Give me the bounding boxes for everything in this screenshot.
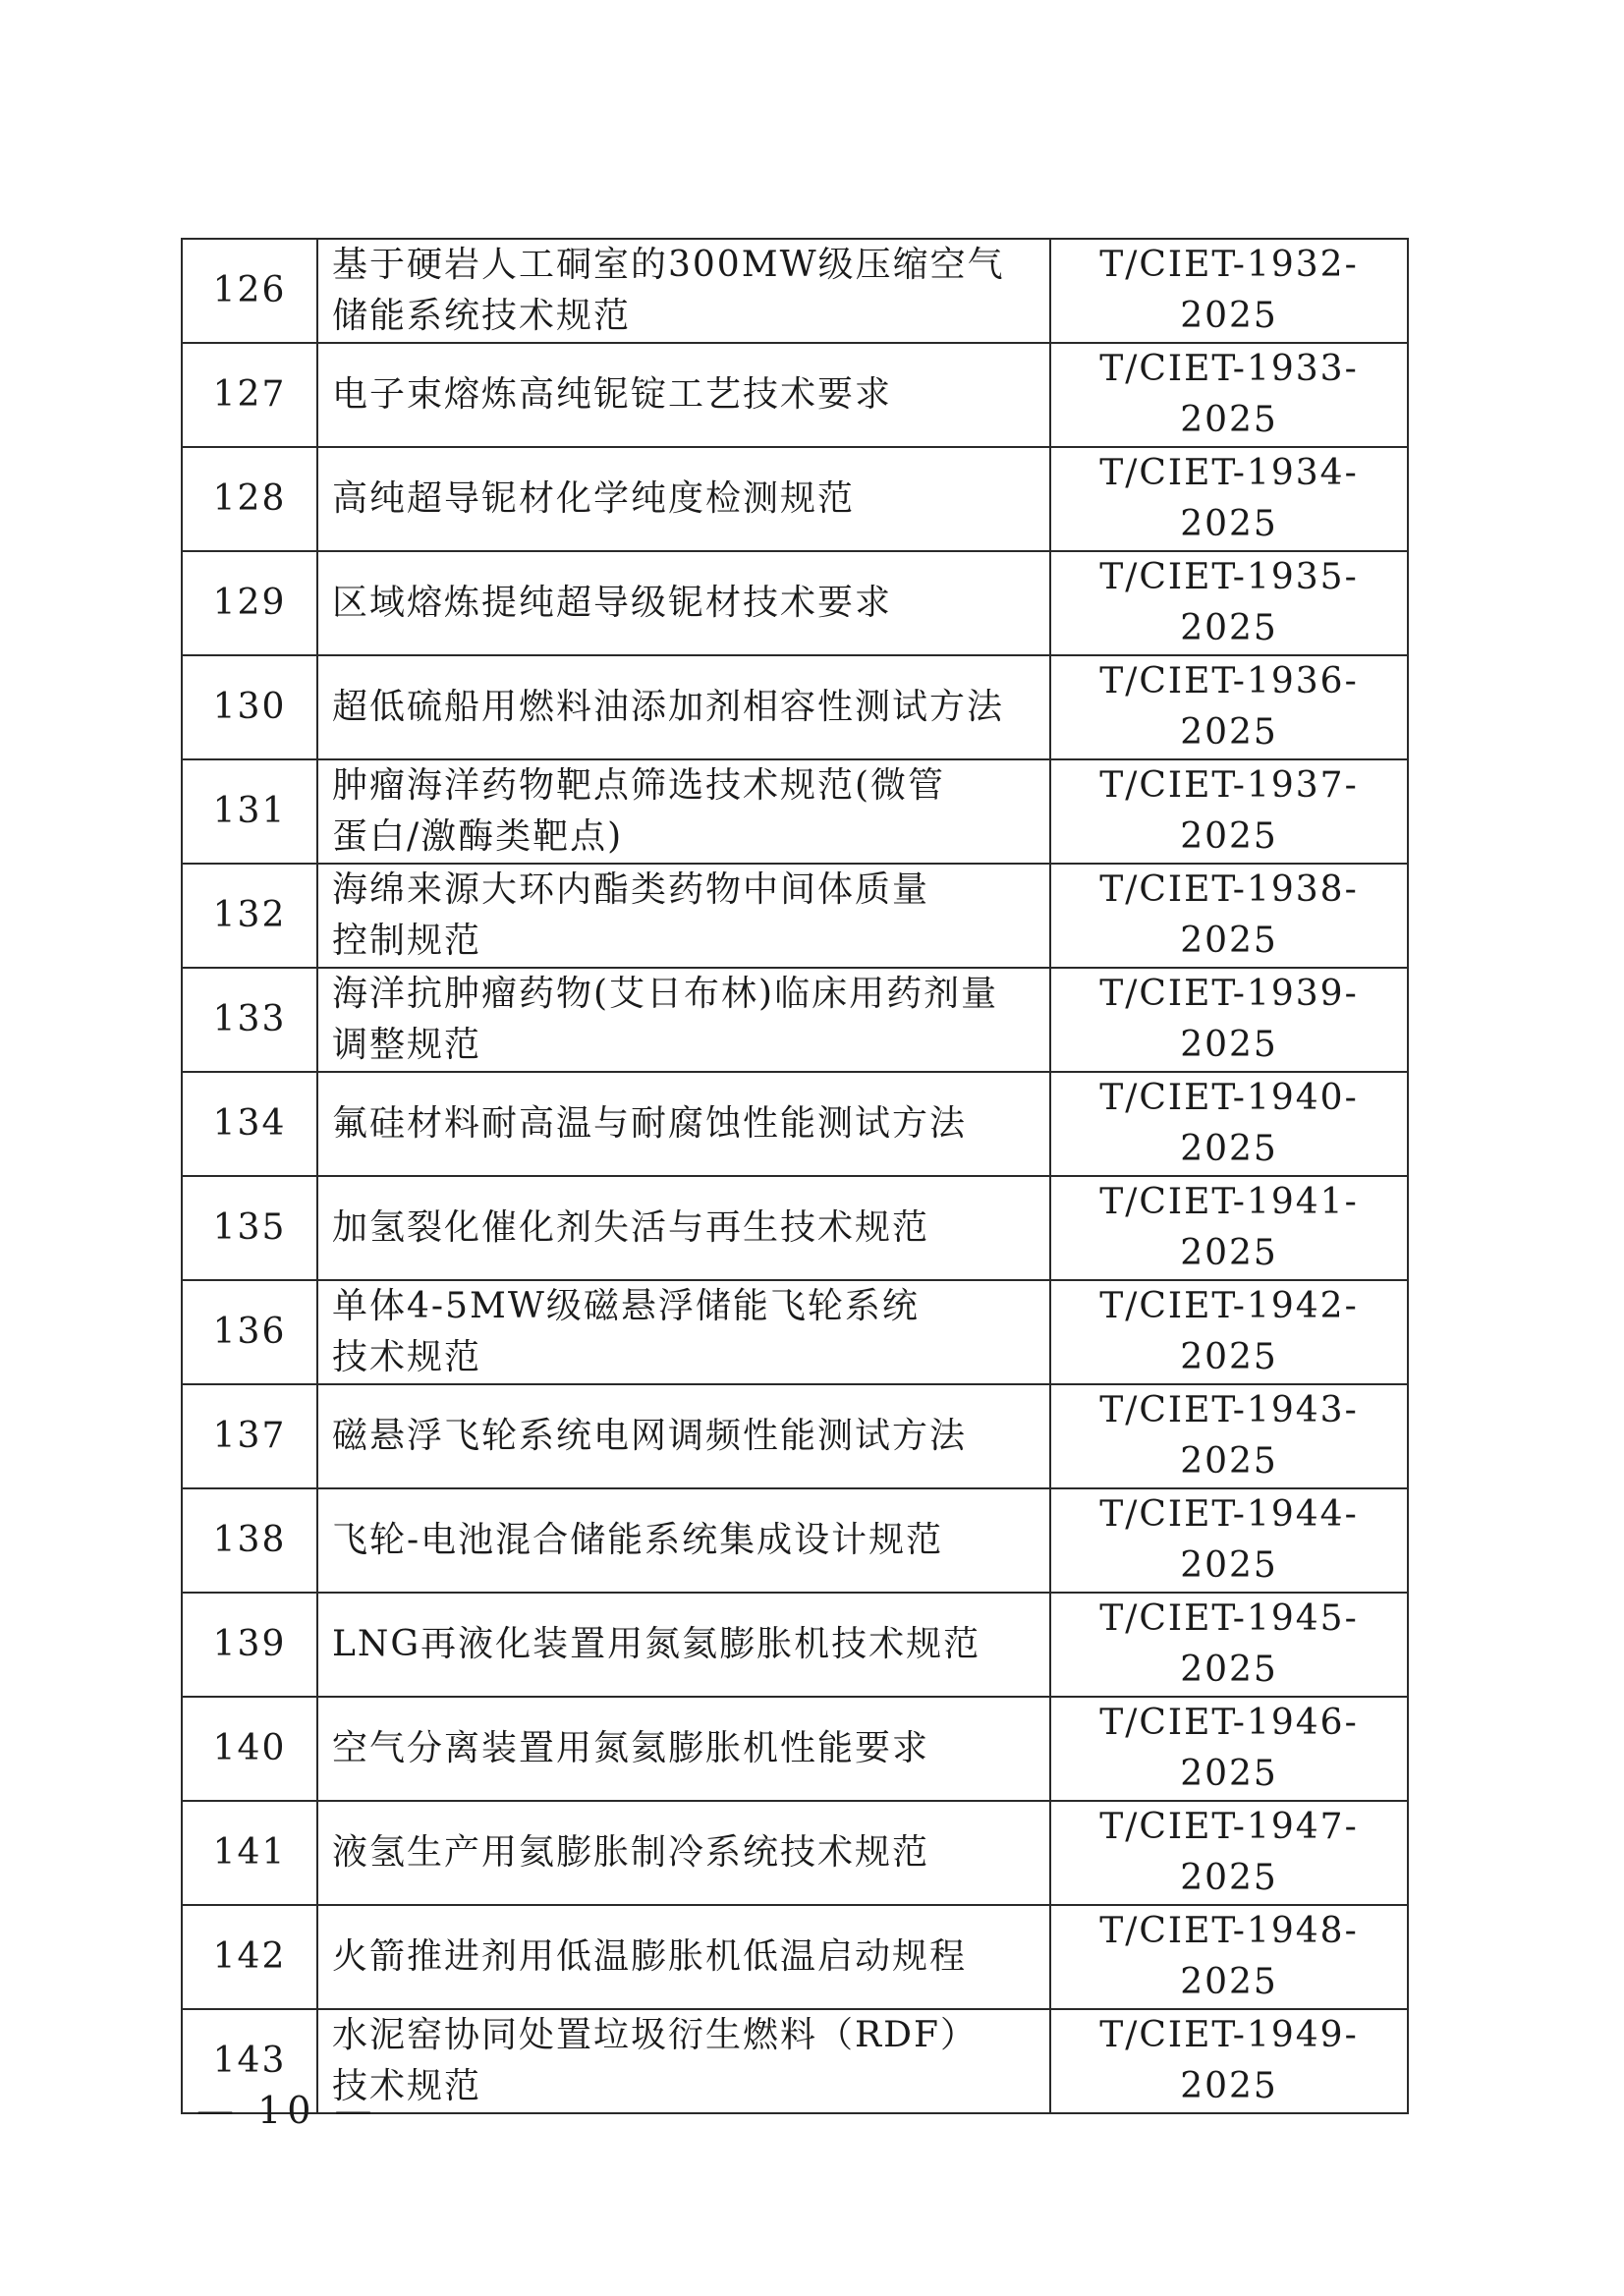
standard-code: T/CIET-1944-2025	[1050, 1488, 1408, 1593]
table-row	[182, 1905, 1408, 2009]
row-number: 141	[182, 1801, 317, 1905]
standard-name	[317, 1384, 1050, 1488]
standard-name-line: 海绵来源大环内酯类药物中间体质量	[332, 869, 930, 910]
standard-name	[317, 759, 1050, 864]
standard-name-line: 单体4-5MW级磁悬浮储能飞轮系统	[332, 1286, 920, 1326]
row-number: 143	[182, 2009, 317, 2113]
standard-code: T/CIET-1947-2025	[1050, 1801, 1408, 1905]
standard-code: T/CIET-1941-2025	[1050, 1176, 1408, 1280]
standard-name-line: 电子束熔炼高纯铌锭工艺技术要求	[332, 374, 893, 415]
standard-name-line: 磁悬浮飞轮系统电网调频性能测试方法	[332, 1416, 968, 1456]
standard-name-line: 超低硫船用燃料油添加剂相容性测试方法	[332, 687, 1005, 727]
table-row	[182, 1801, 1408, 1905]
standard-code: T/CIET-1935-2025	[1050, 551, 1408, 655]
row-number: 129	[182, 551, 317, 655]
table-row	[182, 1280, 1408, 1384]
standard-code: T/CIET-1940-2025	[1050, 1072, 1408, 1176]
standard-code: T/CIET-1948-2025	[1050, 1905, 1408, 2009]
standard-name-line: 氟硅材料耐高温与耐腐蚀性能测试方法	[332, 1103, 968, 1144]
standard-code: T/CIET-1933-2025	[1050, 343, 1408, 447]
standard-name	[317, 1280, 1050, 1384]
standard-code: T/CIET-1932-2025	[1050, 239, 1408, 343]
row-number: 136	[182, 1280, 317, 1384]
standard-name	[317, 1176, 1050, 1280]
table-row	[182, 343, 1408, 447]
row-number: 134	[182, 1072, 317, 1176]
table-row	[182, 447, 1408, 551]
standard-code: T/CIET-1936-2025	[1050, 655, 1408, 759]
standard-code: T/CIET-1942-2025	[1050, 1280, 1408, 1384]
standard-name	[317, 1488, 1050, 1593]
page-number: — 10 —	[196, 2089, 378, 2132]
standard-name-line: 高纯超导铌材化学纯度检测规范	[332, 478, 856, 519]
row-number: 128	[182, 447, 317, 551]
row-number: 138	[182, 1488, 317, 1593]
standard-name-line: 空气分离装置用氮氦膨胀机性能要求	[332, 1728, 930, 1768]
standard-name	[317, 968, 1050, 1072]
standard-code: T/CIET-1934-2025	[1050, 447, 1408, 551]
standard-code: T/CIET-1938-2025	[1050, 864, 1408, 968]
table-row	[182, 1488, 1408, 1593]
standard-name-line: 飞轮-电池混合储能系统集成设计规范	[332, 1520, 944, 1560]
standard-name-line: 储能系统技术规范	[332, 296, 632, 336]
row-number: 126	[182, 239, 317, 343]
standard-name	[317, 1072, 1050, 1176]
table-row	[182, 1072, 1408, 1176]
standard-code: T/CIET-1939-2025	[1050, 968, 1408, 1072]
standard-name-line: 肿瘤海洋药物靶点筛选技术规范(微管	[332, 765, 946, 806]
standard-name	[317, 551, 1050, 655]
standards-table	[181, 238, 1409, 2114]
standard-code: T/CIET-1945-2025	[1050, 1593, 1408, 1697]
table-row	[182, 1176, 1408, 1280]
standard-name-line: 区域熔炼提纯超导级铌材技术要求	[332, 583, 893, 623]
standard-code: T/CIET-1937-2025	[1050, 759, 1408, 864]
row-number: 127	[182, 343, 317, 447]
standard-name	[317, 655, 1050, 759]
table-row	[182, 968, 1408, 1072]
standard-name-line: 海洋抗肿瘤药物(艾日布林)临床用药剂量	[332, 974, 999, 1014]
standards-table-body	[182, 239, 1408, 2113]
standard-name-line: 蛋白/激酶类靶点)	[332, 816, 624, 857]
table-row	[182, 1384, 1408, 1488]
standard-name	[317, 1697, 1050, 1801]
table-row	[182, 864, 1408, 968]
standard-code: T/CIET-1943-2025	[1050, 1384, 1408, 1488]
row-number: 142	[182, 1905, 317, 2009]
standard-name-line: LNG再液化装置用氮氦膨胀机技术规范	[332, 1624, 981, 1664]
row-number: 131	[182, 759, 317, 864]
standard-name	[317, 1905, 1050, 2009]
standard-name-line: 调整规范	[332, 1025, 482, 1065]
standard-name-line: 火箭推进剂用低温膨胀机低温启动规程	[332, 1936, 968, 1977]
standard-name	[317, 447, 1050, 551]
standard-name	[317, 864, 1050, 968]
standard-name	[317, 1593, 1050, 1697]
table-row	[182, 1593, 1408, 1697]
standard-name-line: 水泥窑协同处置垃圾衍生燃料（RDF）	[332, 2015, 978, 2055]
standard-name-line: 加氢裂化催化剂失活与再生技术规范	[332, 1207, 930, 1248]
row-number: 130	[182, 655, 317, 759]
row-number: 137	[182, 1384, 317, 1488]
standard-name-line: 技术规范	[332, 2066, 482, 2106]
standard-name	[317, 239, 1050, 343]
row-number: 139	[182, 1593, 317, 1697]
table-row	[182, 759, 1408, 864]
table-row	[182, 1697, 1408, 1801]
table-row	[182, 239, 1408, 343]
standard-name-line: 控制规范	[332, 921, 482, 961]
row-number: 132	[182, 864, 317, 968]
standard-code: T/CIET-1949-2025	[1050, 2009, 1408, 2113]
row-number: 140	[182, 1697, 317, 1801]
table-row	[182, 655, 1408, 759]
standard-name	[317, 2009, 1050, 2113]
row-number: 133	[182, 968, 317, 1072]
row-number: 135	[182, 1176, 317, 1280]
standard-name-line: 液氢生产用氦膨胀制冷系统技术规范	[332, 1832, 930, 1873]
table-row	[182, 551, 1408, 655]
standard-name-line: 基于硬岩人工硐室的300MW级压缩空气	[332, 245, 1005, 285]
standard-name-line: 技术规范	[332, 1337, 482, 1377]
standard-name	[317, 343, 1050, 447]
standard-code: T/CIET-1946-2025	[1050, 1697, 1408, 1801]
standard-name	[317, 1801, 1050, 1905]
